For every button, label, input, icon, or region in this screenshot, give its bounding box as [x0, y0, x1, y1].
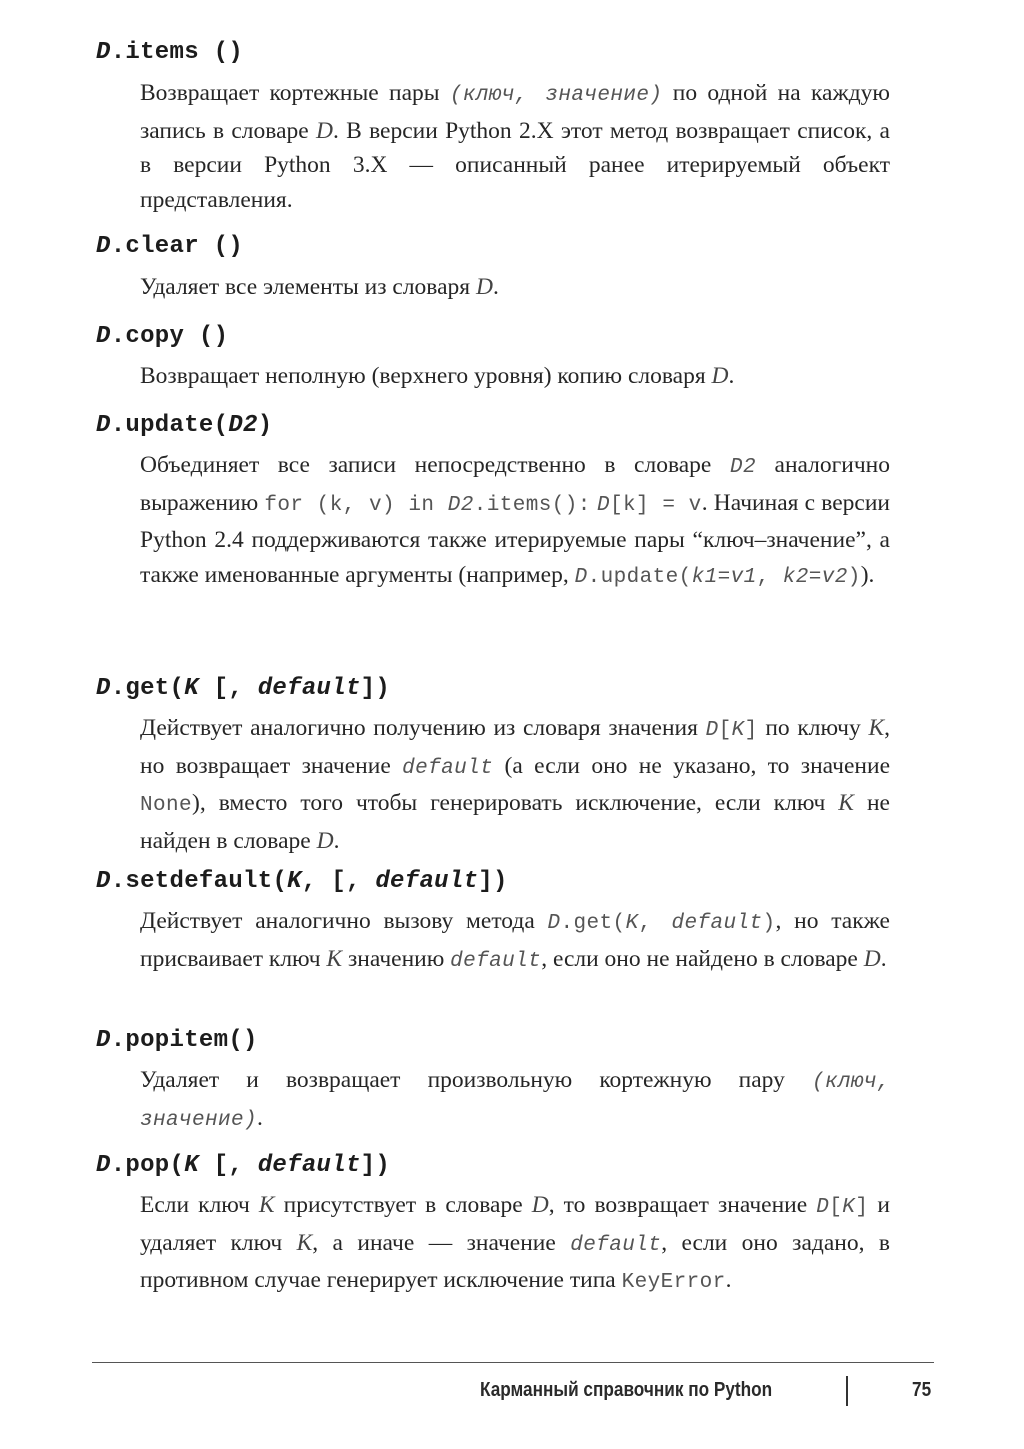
sig-object: D [96, 233, 111, 260]
desc-text: Если ключ [140, 1192, 259, 1218]
description-popitem [140, 1063, 890, 1138]
description-get [140, 711, 890, 858]
sig-arg: D2 [228, 412, 258, 439]
sig-method-name: pop [125, 1152, 170, 1179]
sig-dot: . [110, 412, 126, 439]
sig-bracket: [, [198, 1152, 258, 1179]
desc-var: D [316, 827, 334, 854]
desc-text: , если оно не найдено в словаре [541, 945, 864, 972]
description-pop [140, 1188, 890, 1301]
sig-dot: . [110, 868, 126, 895]
desc-code: default [570, 1233, 662, 1257]
desc-var: K [296, 1229, 313, 1256]
signature-popitem [96, 1026, 258, 1056]
desc-text: присутствует в словаре [274, 1192, 532, 1218]
sig-dot: . [110, 39, 126, 66]
signature-copy [96, 322, 228, 352]
sig-args: () [198, 323, 229, 350]
description-copy [140, 359, 890, 394]
sig-method-name: update [125, 412, 214, 439]
desc-text: Действует аналогично вызову метода [140, 908, 548, 934]
desc-code: k1=v1 [691, 565, 757, 589]
sig-method-name: setdefault [125, 868, 273, 895]
desc-var: K [326, 945, 343, 972]
sig-arg: default [257, 675, 361, 702]
footer-separator [846, 1376, 848, 1406]
sig-dot: . [110, 1027, 126, 1054]
signature-pop [96, 1151, 390, 1181]
desc-var: K [838, 790, 854, 817]
desc-text: . В версии Python 2.X этот метод возвращает список, а в версии Python 3.X — описанный ранее итерируемый объект представления. [140, 117, 890, 213]
desc-code: K [842, 1196, 856, 1219]
sig-paren: ( [169, 1152, 185, 1179]
desc-text: . Начиная с версии Python 2.4 поддерживаются также итерируемые пары “ключ–значение”, а также именованные аргументы (например, [140, 489, 891, 588]
sig-args: () [228, 1027, 258, 1054]
desc-text: значению [342, 945, 451, 972]
desc-text: , то возвращает значение [548, 1192, 817, 1218]
sig-method-name: popitem [125, 1027, 229, 1054]
desc-code: KeyError [621, 1271, 726, 1295]
desc-text: , но возвращает значение [140, 715, 890, 779]
signature-items [96, 38, 243, 68]
sig-paren: ]) [360, 675, 391, 702]
desc-code: D [574, 565, 588, 589]
desc-code: ) [847, 565, 861, 589]
desc-text: Возвращает неполную (верхнего уровня) копию словаря [140, 363, 712, 389]
sig-method-name: copy [125, 323, 185, 350]
desc-code: .items(): [473, 493, 591, 517]
sig-dot: . [110, 233, 126, 260]
sig-arg: K [184, 1152, 199, 1179]
desc-code: D [816, 1196, 830, 1219]
sig-object: D [96, 1152, 111, 1179]
desc-code: default [450, 949, 542, 973]
sig-arg: K [184, 675, 199, 702]
desc-code: K [731, 719, 745, 742]
desc-code: ] [744, 719, 758, 742]
sig-args: () [213, 233, 244, 260]
description-update [140, 448, 890, 595]
signature-update [96, 411, 272, 441]
footer-book-title: Карманный справочник по Python [480, 1379, 773, 1401]
sig-object: D [96, 323, 111, 350]
desc-code: [ [829, 1196, 843, 1219]
sig-paren: ( [169, 675, 185, 702]
desc-code: ) [762, 912, 776, 935]
desc-code: K [625, 912, 639, 935]
signature-setdefault [96, 867, 508, 897]
desc-text: . [257, 1104, 263, 1131]
desc-code: ] [855, 1196, 869, 1219]
desc-var: D [531, 1192, 549, 1218]
description-setdefault [140, 904, 890, 979]
sig-object: D [96, 675, 111, 702]
desc-text: Возвращает кортежные пары [140, 80, 450, 106]
desc-code: (ключ, значение) [140, 1071, 890, 1132]
desc-code: D [596, 493, 610, 517]
desc-var: D [475, 274, 493, 300]
signature-get [96, 674, 390, 704]
desc-code: (ключ, значение) [449, 84, 663, 107]
desc-var: D [863, 945, 881, 972]
desc-code: D [705, 719, 719, 742]
sig-dot: . [110, 323, 126, 350]
desc-code: D [547, 912, 561, 935]
sig-paren: ( [213, 412, 229, 439]
footer-rule [92, 1362, 934, 1363]
sig-bracket: [, [198, 675, 258, 702]
sig-method-name: clear [125, 233, 199, 260]
sig-arg: default [375, 868, 479, 895]
desc-var: D [711, 363, 729, 389]
signature-clear [96, 232, 243, 262]
sig-object: D [96, 1027, 111, 1054]
desc-text: , а иначе — значение [312, 1229, 571, 1256]
desc-text: ). [860, 561, 875, 588]
sig-paren: ]) [478, 868, 508, 895]
desc-text: Удаляет все элементы из словаря [140, 274, 476, 300]
desc-code: [k] = v [610, 493, 702, 517]
description-clear [140, 270, 890, 305]
sig-paren: ]) [360, 1152, 391, 1179]
sig-object: D [96, 412, 111, 439]
desc-code: default [671, 912, 763, 935]
sig-arg: default [257, 1152, 361, 1179]
sig-dot: . [110, 1152, 126, 1179]
desc-text: . [725, 1267, 732, 1294]
desc-code: [ [718, 719, 732, 742]
sig-args: () [213, 39, 244, 66]
desc-text: . [492, 274, 499, 300]
sig-method-name: get [125, 675, 170, 702]
desc-code: .get( [560, 912, 626, 935]
sig-paren: ( [272, 868, 288, 895]
desc-var: K [868, 715, 885, 741]
page-number: 75 [912, 1379, 932, 1401]
desc-code: , [638, 912, 672, 935]
desc-var: K [258, 1192, 275, 1218]
desc-text: не найден в словаре [140, 790, 890, 854]
desc-code: D2 [447, 493, 474, 517]
desc-code: for (k, v) in [264, 493, 448, 517]
desc-text: аналогично выражению [140, 452, 891, 516]
desc-code: default [402, 756, 494, 780]
desc-text: Объединяет все записи непосредственно в словаре [140, 452, 730, 478]
desc-text: , если оно задано, в противном случае генерирует исключение типа [140, 1229, 890, 1294]
desc-code: D2 [729, 456, 756, 479]
desc-text: по ключу [757, 715, 869, 741]
desc-text: Действует аналогично получению из словаря значения [140, 715, 706, 741]
sig-arg: K [287, 868, 302, 895]
sig-paren: ) [257, 412, 273, 439]
desc-code: None [140, 794, 193, 818]
desc-text: . [728, 363, 735, 389]
description-items [140, 76, 890, 217]
desc-text: . [880, 945, 887, 972]
desc-text: и удаляет ключ [140, 1192, 890, 1256]
desc-text: ), вместо того чтобы генерировать исключение, если ключ [192, 790, 839, 817]
sig-dot: . [110, 675, 126, 702]
sig-object: D [96, 39, 111, 66]
desc-text: (а если оно не указано, то значение [493, 752, 890, 779]
sig-object: D [96, 868, 111, 895]
sig-bracket: , [, [301, 868, 376, 895]
desc-text: , но также присваивает ключ [140, 908, 890, 972]
desc-text: . [333, 827, 340, 854]
desc-code: k2=v2 [782, 565, 848, 589]
desc-var: D [315, 117, 333, 144]
desc-code: .update( [587, 565, 692, 589]
sig-method-name: items [125, 39, 199, 66]
desc-text: по одной на каждую запись в словаре [140, 80, 890, 144]
desc-text: Удаляет и возвращает произвольную кортежную пару [140, 1067, 812, 1093]
desc-code: , [756, 565, 783, 589]
